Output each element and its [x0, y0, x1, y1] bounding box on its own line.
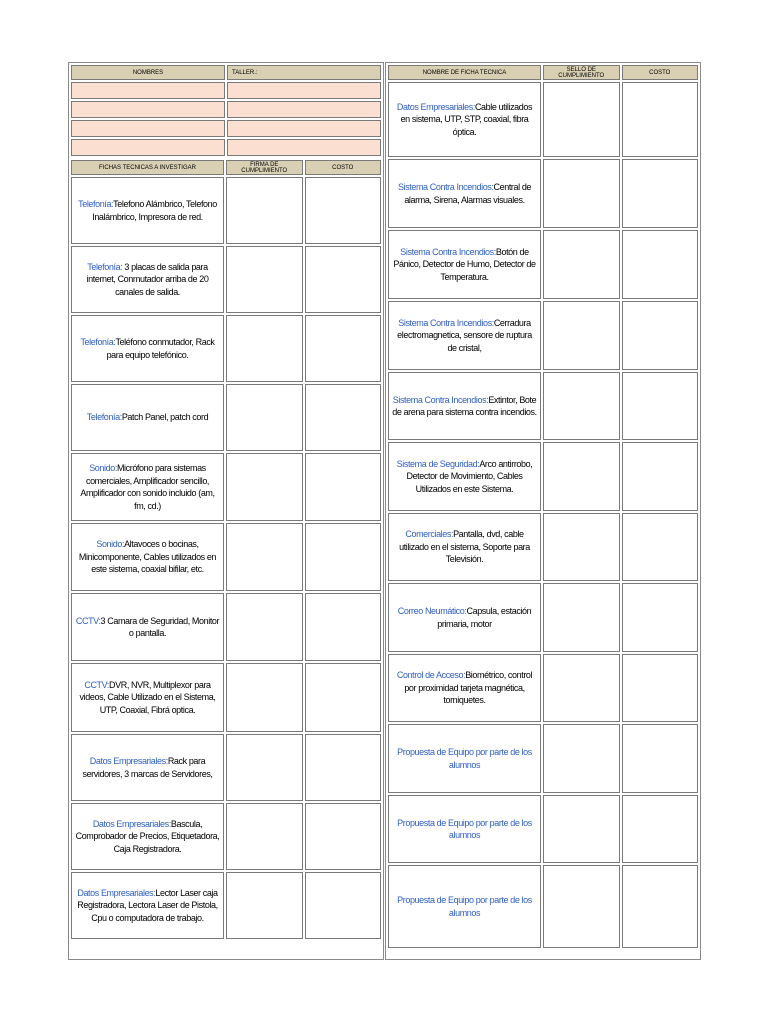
sello-cell[interactable]	[543, 301, 620, 370]
category-keyword: Sistema Contra Incendios:	[392, 394, 489, 405]
ficha-description	[71, 663, 224, 732]
category-keyword: Comerciales:	[405, 529, 454, 540]
ficha-items: DVR, NVR, Multiplexor para videos, Cable Utilizado en el Sistema, UTP, Coaxial, Fibrá optica.	[79, 679, 216, 715]
ficha-items: 3 Camara de Seguridad, Monitor o pantalla.	[100, 615, 220, 638]
table-row	[71, 177, 381, 244]
firma-cell[interactable]	[226, 384, 303, 451]
ficha-description	[388, 865, 541, 948]
costo-header: COSTO	[305, 160, 382, 175]
costo-cell[interactable]	[305, 803, 382, 870]
ficha-description	[71, 315, 224, 382]
category-keyword: Datos Empresariales:	[396, 101, 475, 112]
ficha-items: Micrófono para sistemas comerciales, Amplificador sencillo, Amplificador con sonido incluido (am, fm, cd.)	[80, 463, 215, 511]
costo-cell[interactable]	[305, 315, 382, 382]
names-header: NOMBRES	[71, 65, 225, 80]
firma-header: FIRMA DE CUMPLIMIENTO	[226, 160, 303, 175]
firma-cell[interactable]	[226, 803, 303, 870]
sello-cell[interactable]	[543, 865, 620, 948]
taller-cell[interactable]	[227, 82, 381, 99]
costo-cell[interactable]	[305, 177, 382, 244]
costo-cell[interactable]	[622, 230, 699, 299]
firma-cell[interactable]	[226, 246, 303, 313]
ficha-description	[71, 803, 224, 870]
ficha-items: Teléfono conmutador, Rack para equipo telefónico.	[106, 337, 215, 360]
ficha-description	[388, 583, 541, 652]
costo-cell[interactable]	[305, 384, 382, 451]
category-keyword: CCTV:	[84, 679, 110, 690]
category-keyword: Sonido:	[89, 463, 117, 473]
costo-cell[interactable]	[622, 583, 699, 652]
firma-cell[interactable]	[226, 453, 303, 521]
category-keyword: Telefonía:	[86, 412, 122, 423]
ficha-description	[71, 246, 224, 313]
ficha-items: Biométrico, control por proximidad tarjeta magnética, torniquetes.	[404, 670, 533, 706]
sello-cell[interactable]	[543, 82, 620, 157]
table-row	[388, 159, 698, 228]
taller-cell[interactable]	[227, 120, 381, 137]
table-row	[71, 453, 381, 521]
firma-cell[interactable]	[226, 315, 303, 382]
category-keyword: Datos Empresariales:	[92, 818, 171, 829]
ficha-description	[388, 513, 541, 581]
ficha-items: Patch Panel, patch cord	[121, 412, 209, 423]
category-keyword: Propuesta de Equipo por parte de los alumnos	[397, 747, 532, 770]
fichas-header: FICHAS TECNICAS A INVESTIGAR	[71, 160, 224, 175]
ficha-description	[388, 82, 541, 157]
ficha-description	[71, 177, 224, 244]
ficha-description	[71, 872, 224, 939]
firma-cell[interactable]	[226, 663, 303, 732]
sello-cell[interactable]	[543, 724, 620, 793]
table-row	[388, 583, 698, 652]
ficha-tecnica-table	[386, 63, 700, 950]
ficha-items: Lector Laser caja Registradora, Lectora Laser de Pistola, Cpu o computadora de trabajo.	[77, 887, 218, 923]
ficha-items: Altavoces o bocinas, Minicomponente, Cables utilizados en este sistema, coaxial bifilar, etc.	[78, 539, 217, 575]
firma-cell[interactable]	[226, 734, 303, 801]
table-row	[388, 230, 698, 299]
taller-cell[interactable]	[227, 139, 381, 156]
table-row	[71, 384, 381, 451]
ficha-items: Bascula, Comprobador de Precios, Etiquetadora, Caja Registradora.	[75, 818, 220, 854]
costo-cell[interactable]	[622, 654, 699, 722]
category-keyword: Propuesta de Equipo por parte de los alumnos	[397, 817, 532, 840]
category-keyword: Telefonía:	[80, 337, 116, 347]
ficha-items: Cable utilizados en sistema, UTP, STP, coaxial, fibra óptica.	[400, 101, 533, 137]
ficha-description	[388, 372, 541, 440]
ficha-items: Central de alarma, Sirena, Alarmas visuales.	[404, 182, 532, 205]
ficha-description	[71, 453, 224, 521]
ficha-items: Capsula, estación primaria, motor	[437, 606, 532, 629]
costo-cell[interactable]	[305, 453, 382, 521]
sello-cell[interactable]	[543, 583, 620, 652]
costo-cell[interactable]	[305, 523, 382, 591]
sello-cell[interactable]	[543, 372, 620, 440]
ficha-description	[388, 654, 541, 722]
table-row	[388, 724, 698, 793]
table-row	[388, 795, 698, 863]
category-keyword: Sistema de Seguridad:	[396, 458, 480, 469]
costo-cell[interactable]	[622, 159, 699, 228]
category-keyword: Telefonía:	[78, 199, 114, 209]
ficha-description	[71, 593, 224, 661]
category-keyword: Control de Acceso:	[396, 670, 466, 681]
table-row	[388, 865, 698, 948]
names-table	[69, 63, 383, 158]
ficha-description	[71, 523, 224, 591]
category-keyword: Propuesta de Equipo por parte de los alumnos	[397, 895, 532, 918]
firma-cell[interactable]	[226, 523, 303, 591]
costo-cell[interactable]	[622, 724, 699, 793]
sello-cell[interactable]	[543, 159, 620, 228]
costo-cell[interactable]	[622, 301, 699, 370]
costo-cell[interactable]	[622, 82, 699, 157]
ficha-items: Rack para servidores, 3 marcas de Servidores,	[82, 756, 213, 779]
table-row	[71, 315, 381, 382]
sello-cell[interactable]	[543, 795, 620, 863]
ficha-description	[388, 724, 541, 793]
table-row	[388, 654, 698, 722]
firma-cell[interactable]	[226, 872, 303, 939]
costo-cell[interactable]	[622, 442, 699, 511]
name-cell[interactable]	[71, 82, 225, 99]
sello-header: SELLO DE CUMPLIMIENTO	[543, 65, 620, 80]
category-keyword: CCTV:	[75, 615, 101, 626]
costo-cell[interactable]	[305, 734, 382, 801]
category-keyword: Datos Empresariales:	[89, 756, 168, 766]
table-row	[388, 82, 698, 157]
ficha-items: 3 placas de salida para internet, Conmutador arriba de 20 canales de salida.	[86, 261, 209, 297]
table-row	[388, 442, 698, 511]
fichas-table	[69, 158, 383, 941]
sello-cell[interactable]	[543, 442, 620, 511]
ficha-items: Telefono Alámbrico, Telefono Inalámbrico, Impresora de red.	[92, 199, 217, 222]
table-row	[71, 593, 381, 661]
category-keyword: Sonido:	[96, 539, 125, 550]
table-row	[388, 372, 698, 440]
ficha-description	[71, 734, 224, 801]
category-keyword: Sistema Contra Incendios:	[398, 317, 494, 328]
table-row	[71, 872, 381, 939]
costo-cell[interactable]	[622, 513, 699, 581]
table-row	[71, 523, 381, 591]
ficha-description	[71, 384, 224, 451]
category-keyword: Telefonía:	[87, 261, 123, 272]
table-row	[71, 734, 381, 801]
ficha-description	[388, 159, 541, 228]
costo-cell[interactable]	[305, 593, 382, 661]
costo-cell[interactable]	[622, 795, 699, 863]
table-row	[71, 663, 381, 732]
name-cell[interactable]	[71, 101, 225, 118]
ficha-items: Cerradura electromagnetica, sensore de ruptura de cristal,	[397, 317, 532, 353]
ficha-description	[388, 795, 541, 863]
taller-header: TALLER.:	[227, 65, 381, 80]
ficha-items: Pantalla, dvd, cable utilizado en el sistema, Soporte para Televisión.	[399, 529, 530, 565]
costo-cell[interactable]	[622, 865, 699, 948]
firma-cell[interactable]	[226, 593, 303, 661]
name-cell[interactable]	[71, 120, 225, 137]
costo-cell[interactable]	[305, 663, 382, 732]
nombre-ficha-header: NOMBRE DE FICHA TECNICA	[388, 65, 541, 80]
table-row	[388, 513, 698, 581]
table-row	[71, 803, 381, 870]
sello-cell[interactable]	[543, 230, 620, 299]
category-keyword: Correo Neumático:	[397, 606, 467, 616]
ficha-description	[388, 442, 541, 511]
firma-cell[interactable]	[226, 177, 303, 244]
category-keyword: Datos Empresariales:	[77, 887, 156, 898]
table-row	[388, 301, 698, 370]
sello-cell[interactable]	[543, 513, 620, 581]
category-keyword: Sistema Contra Incendios:	[400, 246, 496, 257]
name-cell[interactable]	[71, 139, 225, 156]
taller-cell[interactable]	[227, 101, 381, 118]
costo-cell[interactable]	[622, 372, 699, 440]
costo-header: COSTO	[622, 65, 699, 80]
table-row	[71, 246, 381, 313]
ficha-description	[388, 230, 541, 299]
ficha-items: Arco antirrobo, Detector de Movimiento, Cables Utilizados en este Sistema.	[406, 458, 533, 494]
costo-cell[interactable]	[305, 246, 382, 313]
right-panel	[385, 62, 701, 960]
ficha-items: Extintor, Bote de arena para sistema contra incendios.	[392, 394, 537, 417]
category-keyword: Sistema Contra Incendios:	[397, 182, 494, 192]
ficha-items: Botón de Pánico, Detector de Humo, Detector de Temperatura.	[393, 246, 536, 282]
costo-cell[interactable]	[305, 872, 382, 939]
left-panel	[68, 62, 384, 960]
sello-cell[interactable]	[543, 654, 620, 722]
ficha-description	[388, 301, 541, 370]
